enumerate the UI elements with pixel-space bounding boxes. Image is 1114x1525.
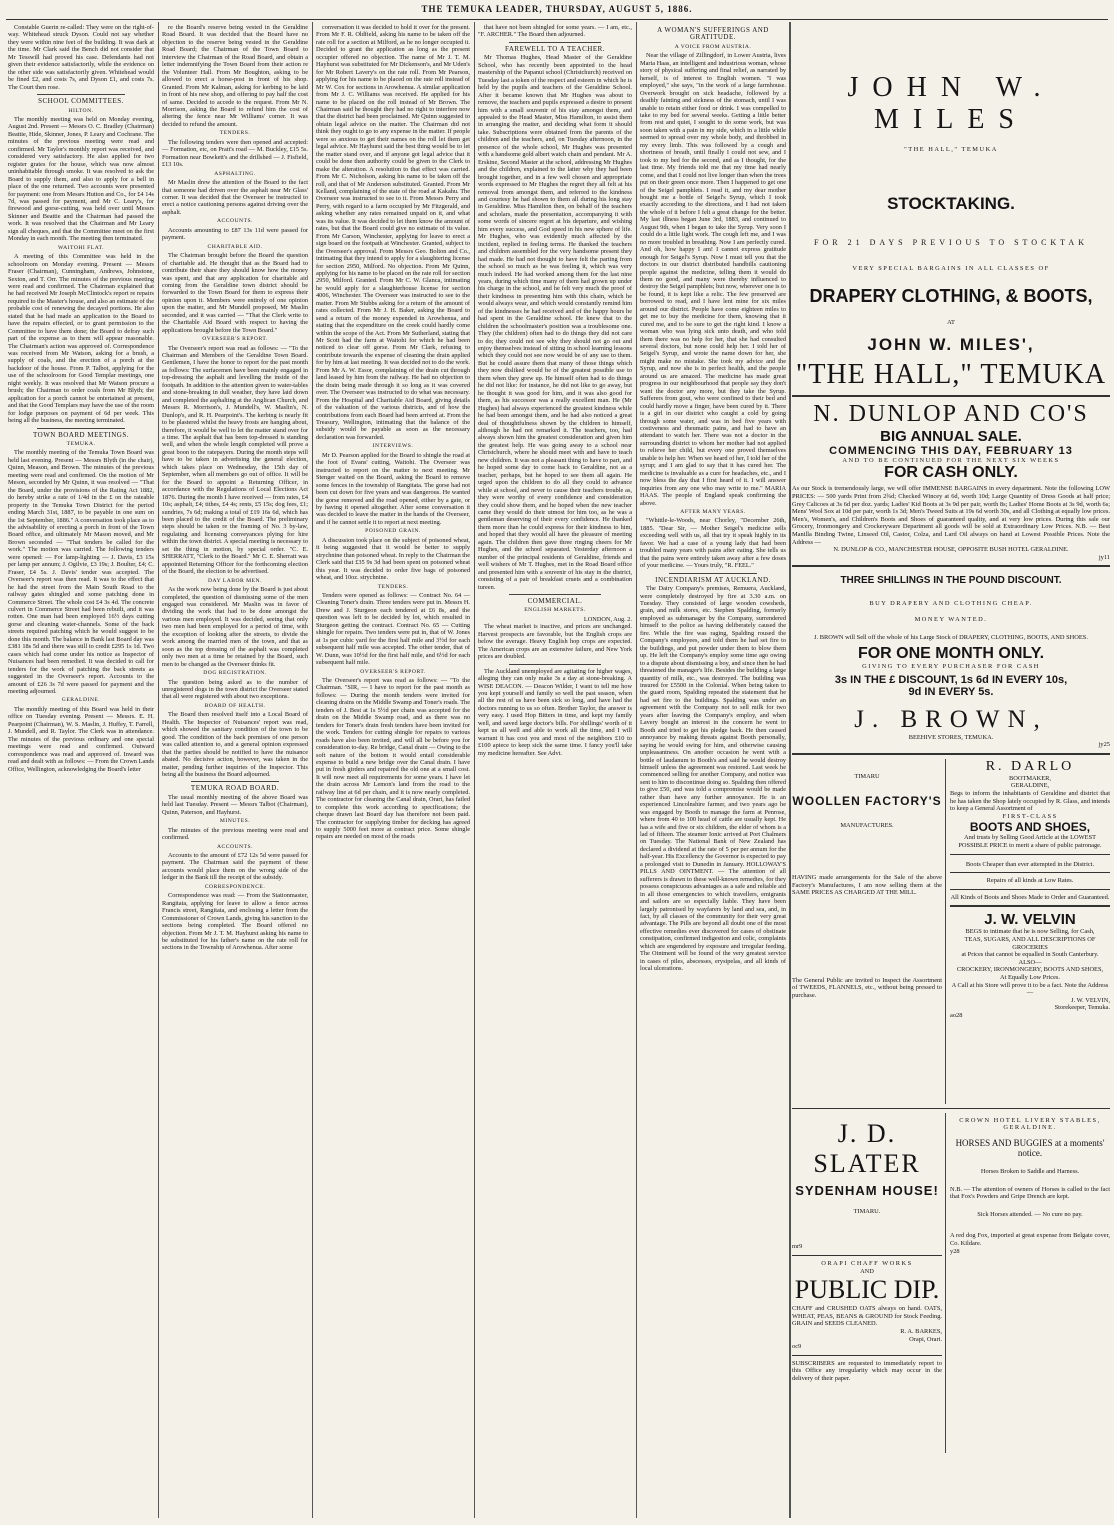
boots-cheaper: Boots Cheaper than ever attempted in the District. xyxy=(965,860,1095,868)
woollen-body: HAVING made arrangements for the Sale of the above Factory's Manufactures, I am now selling them at the SAME PRICES AS CHARGED AT THE MILL. xyxy=(792,874,942,897)
ad-divider xyxy=(792,395,1110,397)
heading-town-board: TOWN BOARD MEETINGS. xyxy=(32,430,129,439)
hilton-report: The monthly meeting was held on Monday evening, August 2nd. Present — Messrs O. C. Bradley (Chairman) Beattie, Hide, Skinner, Jones, P. Leary and Cochrane. The minutes of the previous meeting were read and confirmed. Mr Taylor's monthly report was received, and considered very satisfactory. He also applied for two register grates for the house, which was now almost uninhabitable through smoke. It was resolved to ask the Board to supply them, and also to apply for a bell in place of the one returned. Two accounts were presented for payment: one from Messrs Hutton and Co., for £4 14s 7d, was passed for payment, and Mr C. Leary's, for firewood and gorse-cutting, was held over until Messrs Skinner and Beattie and the Chairman had passed the work. It was resolved that the Chairman and Mr Leary sign all cheques, and that the Committee meet on the first Monday in each month. The meeting then terminated. xyxy=(8,115,154,243)
brown-name: J. BROWN, xyxy=(854,705,1048,733)
continued: AND TO BE CONTINUED FOR THE NEXT SIX WEEKS xyxy=(842,456,1060,464)
masthead-rule xyxy=(6,19,1108,20)
velvin-signature: J. W. VELVIN, xyxy=(1071,996,1110,1004)
minutes-text: The minutes of the previous meeting were read and confirmed. xyxy=(162,826,308,842)
divider xyxy=(509,42,601,43)
column-1 xyxy=(8,24,154,1518)
public-dip: PUBLIC DIP. xyxy=(794,1275,940,1305)
giving: GIVING TO EVERY PURCHASER FOR CASH xyxy=(862,663,1040,671)
barkes-code: oc9 xyxy=(792,1343,802,1351)
heading-asphalting: ASPHALTING. xyxy=(214,170,256,177)
heading-incendiarism: INCENDIARISM AT AUCKLAND. xyxy=(655,575,771,584)
drapery-heading: DRAPERY CLOTHING, & BOOTS, xyxy=(809,286,1093,307)
heading-day-labor: DAY LABOR MEN. xyxy=(208,577,262,584)
tenders-text: Tenders were opened as follows: — Contract No. 64 — Cleaning Toner's drain. Three tenders were put in. Messrs H. Drew and J. Sturgeon each tendered at £6 8s, and the question was left to be decided by lot, which resulted in Sturgeon getting the contract. Contract No. 65 — Cutting shingle for repairs. Two tenders were put in, that of W. Jones at 1s per cubic yard for the first half mile and 3½d for each subsequent half mile was accepted. The other tender, that of W. Dunn, was 10½d for the first half mile, and 6½d for each subsequent half mile. xyxy=(316,591,470,667)
divider xyxy=(37,94,125,95)
column-3 xyxy=(316,24,470,1518)
interviews-text: Mr D. Pearson applied for the Board to shingle the road at the foot of Evans' cutting, Waitohi. The Overseer was instructed to report on the matter to next meeting. Mr Stenger waited on the Board, asking the Board to remove some fences in the township of Rangitata. The gorse had not been cut down for five years and was dangerous. He wanted the gorse removed and the road opened, either by a gate, or by having it opened altogether. After some conversation it was decided to leave the matter in the hands of the Overseer, and if he cannot settle it to report at next meeting. xyxy=(316,451,470,526)
public-invited: The General Public are invited to Inspect the Assortment of TWEEDS, FLANNELS, etc., without being pressed to purchase. xyxy=(792,976,942,1000)
heading-tenders: TENDERS. xyxy=(219,130,251,137)
buy-drapery: BUY DRAPERY AND CLOTHING CHEAP. xyxy=(869,600,1033,608)
heading-accounts: ACCOUNTS. xyxy=(216,218,254,225)
ad-divider xyxy=(792,565,1110,567)
ad-divider xyxy=(950,854,1110,855)
slater-code: mr9 xyxy=(792,1243,803,1251)
heading-interviews: INTERVIEWS. xyxy=(372,443,414,450)
temuka-report: The monthly meeting of the Temuka Town Board was held last evening. Present — Messrs Blyth (in the chair), Quinn, Meason, and Brown. The minutes of the previous meeting were read and confirmed. On the motion of Mr Meson, seconded by Mr Quinn, it was resolved — "That the Board, under the provisions of the Rating Act 1882, do hereby strike a rate of 1/4d in the £ on the rateable property in the Temuka Town District for the period ending March 31st, 1887, to be payable in one sum on the 1st September, 1886." A conversation took place as to the advisability of erecting a porch in front of the Town Board office, and ultimately Mr Mason moved, and Mr Brown seconded — "That tenders be called for the work." The motion was carried. The following tenders were opened: — For lamp-lighting — J. Davis, £3 15s per lamp per annum; J. Ogilvie, £3 19s; J. Boulter, £4; C. Fraser, £4 5s. J. Davis' tender was accepted. The Overseer's report was then read. It was to the effect that he had the street from the Main South Road to the railway gates shingled and some patching done in Commerce Street. The whole cost £4 3s 4d. The concrete culvert in Commerce Street had been rebuilt, and it was rotten. One man had been employed 16½ days cutting gorse and cleaning water-channels. Some of the back streets required patching which he would suggest to be done this month. The balance in Bank last Board day was £381 18s 5d and there was still to credit £295 1s 1d. Two cases which had come under his notice as Inspector of Nuisances had been remedied. It was decided to call for tenders for the work of patching the back streets as suggested in the Overseer's report. Accounts to the amount of £26 3s 7d were passed for payment and the meeting adjourned. xyxy=(8,449,154,695)
geraldine-report-cont: re the Board's reserve being vested in the Geraldine Road Board. It was decided that the Board have no objection to the reserve being vested in the Geraldine Road Board; the Chairman of the Town Board to interview the Chairman of the Road Board, and obtain a letter indemnifying the Town Board from their action re the Volunteer Hall. From Mr Boughton, asking to be allowed to erect a horse-post in front of his shop. Granted. From Mr Kalman, asking for kerbing to be laid in front of his new shop, and offering to pay half the cost of same. Decided to accede to the request. From Mr N. Morrison, asking the Board to refund him the cost of altering the fence near Mr Williams' corner. It was decided to refund the amount. xyxy=(162,24,308,128)
heading-temuka: TEMUKA. xyxy=(66,441,96,448)
heading-poisoned-grain: POISONED GRAIN. xyxy=(365,528,421,535)
horses-nb: N.B. — The attention of owners of Horses is called to the fact that Fox's Powders and Gripe Drench are kept. xyxy=(950,1185,1110,1201)
crown-hotel: CROWN HOTEL LIVERY STABLES, GERALDINE. xyxy=(959,1116,1101,1132)
seigel-testimonial: Near the village of Zillingdorf, in Lower Austria, lives Maria Haas, an intelligent and industrious woman, whose story of physical suffering and final relief, as narrated by herself, is of interest to English women. "I was employed," she says, "in the work of a large farmhouse. Overwork brought on sick headache, followed by a deathly fainting and sickness of the stomach, until I was unable to retain either food or drink. I was compelled to take to my bed for several weeks. Getting a little better from rest and quiet, I sought to do some work, but was soon taken with a pain in my side, which in a little while seemed to spread over my whole body, and throbbed in my every limb. This was followed by a cough and shortness of breath, until finally I could not sew, and I took to my bed for the second, and as I thought, for the last time. My friends told me that my time had nearly come, and that I could not live longer than when the trees put on their green once more. Then I happened to get one of the Seigel pamphlets. I read it, and my dear mother bought me a bottle of Seigel's Syrup, which I took exactly according to the directions, and I had not taken the whole of it before I felt a great change for the better. My last illness began June 3rd, 1883, and continued to August 9th, when I began to take the Syrup. Very soon I could do a little light work. The cough left me, and I was no more troubled in breathing. Now I am perfectly cured. And oh, how happy I am! I cannot express gratitude enough for Seigel's Syrup. Now I must tell you that the doctors in our district distributed handbills cautioning people against the medicine, telling them it would do them no good, and many were thereby influenced to destroy the Seigel pamphlets; but now, wherever one is to be found, it is kept like a relic. The few preserved are borrowed to read, and I have lent mine for six miles around our district. People have come eighteen miles to get me to buy the medicine for them, knowing that it cured me, and to be sure to get the right kind. I know a woman who was lying sick unto death, and who told them there was no help for her, that she had consulted several doctors, but none could help her. I told her of Seigel's Syrup, and wrote the name down for her, she might make no mistake. She took my advice and the Syrup, and now she is in perfect health, and the people around us are amazed. The medicine has made great progress in our neighbourhood that people say they don't want the doctor any more, but they take the Syrup. Sufferers from gout, who were confined to their bed and could hardly move a finger, have been cured by it. There is a girl in our district who caught a cold by going through some water, and was in bed five years with costiveness and rheumatic pains, and had to have an attendant to watch her. There was not a doctor in the surrounding district to whom her mother had not applied to relieve her child, but every one proved themselves unable to help her. When we heard of her, I told her of the syrup; and I am glad to say that it has cured her. The medicine is invaluable as a cure for headaches, etc., and I now bless the day that I first heard of it. I will answer inquiries from any one who may write to me." MARIA HAAS. The people of England speak confirming the above. xyxy=(640,52,786,507)
barkes-orari: Orapi, Orari. xyxy=(909,1335,942,1343)
column-rule xyxy=(789,22,791,1518)
boots-and-shoes: BOOTS AND SHOES, xyxy=(969,820,1091,835)
horses-buggies: HORSES AND BUGGIES at a moments' notice. xyxy=(955,1138,1105,1159)
correspondence-text: Correspondence was read: — From the Stationmaster, Rangitata, applying for leave to allow a fence across Francis street, Rangitata, and enclosing a letter from the Commissioner of Crown Lands, giving his sanction to the sections being completed. The Board offered no objection. From Mr J. T. M. Hayhurst asking his name to be substituted for his father's name on the rate roll for sections in the Township of Arowhenua. After some xyxy=(162,892,308,952)
heading-accounts: ACCOUNTS. xyxy=(216,843,254,850)
heading-correspondence: CORRESPONDENCE. xyxy=(204,883,266,890)
accounts-text: Accounts amounting to £87 13s 11d were passed for payment. xyxy=(162,226,308,242)
column-2 xyxy=(162,24,308,1518)
masthead: THE TEMUKA LEADER, THURSDAY, AUGUST 5, 1886. xyxy=(421,4,693,14)
ad-darlo xyxy=(950,759,1110,1104)
three-shillings: THREE SHILLINGS IN THE POUND DISCOUNT. xyxy=(840,575,1062,587)
after-many-years-text: "Whittle-le-Woods, near Chorley, "December 26th, 1885. "Dear Sir, — Mother Seigel's medicine sells exceeding well with us, all that try it speak highly in its favor. We had a case of a young lady that had been troubled many years with pains after eating. She tells us that the pains were entirely taken away after a few doses of your medicine. — Yours truly, "R. FEEL." xyxy=(640,517,786,570)
barkes-name: R. A. BARKES, xyxy=(900,1328,942,1336)
ad-crown-hotel xyxy=(950,1113,1110,1453)
heading-hilton: HILTON. xyxy=(68,107,94,114)
darlo-name: R. DARLO xyxy=(985,758,1075,774)
ad-divider xyxy=(792,1255,942,1256)
misc-paragraphs: The Auckland unemployed are agitating for higher wages, alleging they can only make 3s a day at stone-breaking. A WISE DEACON. — Deacon Wilder, I want to tell me how you kept yourself and family so well the past season, when all the rest of us have been sick so long, and have had the doctors running to us so often. Brother Taylor, the answer is very easy. I used Hop Bitters in time, and kept my family well, and saved large doctor's bills. For shillings' worth of it kept us all well and able to work all the time, and I will warrant it has cost you and most of the neighbors £10 to £100 apiece to keep sick the same time. I fancy you'll take my medicine hereafter. See Advt. xyxy=(478,667,632,757)
ad-woollen-factory xyxy=(792,759,942,1104)
heading-waitohi: WAITOHI FLAT. xyxy=(57,244,105,251)
heading-dog-registration: DOG REGISTRATION. xyxy=(203,670,267,677)
markets-dateline: LONDON, Aug. 2. xyxy=(583,615,632,623)
velvin-code: ao28 xyxy=(950,1011,963,1019)
velvin-body: BEGS to intimate that he is now Selling, for Cash, xyxy=(965,928,1095,936)
horses-broken: Horses Broken to Saddle and Harness. xyxy=(980,1168,1080,1176)
at-label: AT xyxy=(947,319,955,327)
column-5 xyxy=(640,24,786,1518)
heading-overseers-report: OVERSEER'S REPORT. xyxy=(360,668,426,675)
prices-cannot: at Prices that cannot be equalled in South Canterbury. xyxy=(961,951,1099,959)
velvin-name: J. W. VELVIN xyxy=(984,911,1076,929)
column-rule xyxy=(158,22,159,1518)
dunlop-body: As our Stock is tremendously large, we will offer IMMENSE BARGAINS in every department. Note the following LOW PRICES: — 500 yards Print from 2¾d; Checked Wincey at 6d, worth 10d; Large Quantity of Dress Goods at half price; Grey Calicoes at 3s 6d per doz. yards; Ladies' Kid Boots at 3s 9d per pair, worth 8s; Ladies' Home Boots at 3s 9d, worth 6s; Mens' Wool Sox at 10d per pair, worth 1s 3d; Men's Tweed Suits at 19s 6d worth 30s, and all Clothing at equally low prices. Men's, Women's, and Children's Boots and Shoes of guaranteed quality, and at very low prices. During this sale our Grocery, Ironmongery and Crockeryware Department all goods will be sold at Extraordinary Low Prices. N.B. — Best Manilla Binding Twine, Linseed Oil, Castor, Colza, and Lard Oil always on hand at Lowest Possible Prices. Note the Address — xyxy=(792,485,1110,546)
miles-name: JOHN W. MILES xyxy=(847,72,1055,135)
the-hall-temuka: "THE HALL," TEMUKA xyxy=(795,358,1107,390)
one-month-only: FOR ONE MONTH ONLY. xyxy=(857,645,1045,663)
brown-code: jy25 xyxy=(1098,741,1110,749)
red-dog-code: y28 xyxy=(950,1247,960,1255)
incendiarism-text: The Dairy Company's premises, Remuera, Auckland, were completely destroyed by fire at 3.30 a.m. on Tuesday. They consisted of large wooden cowsheds, grain, and milk stores, etc. Stephen Spalding, formerly employed as submanager by the Company, surrendered himself to the police as having deliberately caused the fire. While the fire was raging, Spalding roused the Company's employees, and told them he had set fire to the buildings, and put powder under them to blow them up. He left the Company's employ some time ago owing to a dispute about dismissing a boy, and since then he had threatened the manager's life. Besides the building a large quantity of milk, etc., was destroyed. The building was insured for £5500 in the Colonial. When being taken to the guard room, Spalding repeated the statement that he had set fire to the buildings. Spalding was under an agreement with the Company not to sell milk for two years after leaving the Company's employ, and when Lavery bought an interest in the concern he went to Booth and tried to get his pledge back. He then caused annoyance by making threats against Booth personally, saying he would swing for him, and otherwise causing unpleasantness. On another occasion he went with a bottle of laudanum to Booth's and said he would destroy himself unless the agreement was restored. Last week he commenced selling for another Company, and notice was sent to him to discontinue doing so. Spalding then offered to give £50, and was told a compromise would be made rather than have any further annoyance. He is an experienced Lincolnshire farmer, and two years ago he was engaged by Booth to manage the farm at Penrose, where from 40 to 100 head of cattle are usually kept. He has a wife and five or six children, the elder of whom is a lad of fifteen. The steamer Ionic arrived at Port Chalmers on Tuesday. The National Bank of New Zealand has declared a dividend at the rate of 5 per per annum for the half-year. His Excellency the Governor is expected to pay a prolonged visit to Dunedin in January. HOLLOWAY'S PILLS AND OINTMENT. — The attention of all sufferers is drawn to these well-known remedies, for they possess conspicuous advantages as a safe and reliable aid in all those emergencies to which travellers, emigrants and sailors are so especially liable. They have been largely patronised by wayfarers by land and sea, and, in fact, by all classes of the community for their very great advantage. The Pills are beyond all doubt one of the most effective remedies ever discovered for cases of obstinate constipation, confirmed indigestion and colic, complaints which are engendered by exposure and irregular feeding. The Ointment will be found of the very greatest service in cases of piles, abscesses, erysipelas, and all kinds of local ulcerations. xyxy=(640,585,786,973)
divider xyxy=(509,664,601,665)
heading-voice-from-austria: A VOICE FROM AUSTRIA. xyxy=(674,43,752,50)
heading-charitable-aid: CHARITABLE AID. xyxy=(207,243,263,250)
heading-after-many-years: AFTER MANY YEARS. xyxy=(680,509,746,515)
heading-minutes: MINUTES. xyxy=(219,818,251,825)
sick-horses: Sick Horses attended. — No cure no pay. xyxy=(977,1210,1083,1218)
ad-divider xyxy=(950,872,1110,873)
money-wanted: MONEY WANTED. xyxy=(914,615,988,623)
divider xyxy=(509,594,601,595)
farewell-text: Mr Thomas Hughes, Head Master of the Geraldine School, who has recently been appointed to the head mastership of the Papanui school (Christchurch) received on Tuesday last a token of the respect and esteem in which he is held by the pupils and teachers of the Geraldine School. After it became known that Mr Hughes was about to remove, the teachers and pupils expressed a desire to present him with a small souvenir of his stay amongst them, and appealed to the Head Master, Miss Hamilton, to assist them in arranging the matter, and deciding what form it should take. Subscriptions were obtained from the parents of the children and the teachers, and, on Tuesday afternoon, in the presence of the whole school, Mr Hughes was presented with a handsome gold albert watch chain and pendant. Mr A. Erskine, Second Master at the school, addressing Mr Hughes and the children, explained to the latter why they had been brought together, and in a few well chosen and appropriate words expressed to Mr Hughes the regret they all felt at his removal from amongst them, and referred to the kindness and courtesy he had shown to them all during his long stay in Geraldine. Miss Hamilton then, on behalf of the teachers and scholars, made the presentation, accompanying it with some words of sincere regret at his departure, and wishing him every success, and God speed in his new sphere of life. Mr Hughes, who was evidently much affected by the incident, replied in feeling terms. He thanked the teachers and children assembled for the very handsome present they had made. He had not thought to have felt the parting from the school so much as he was feeling it, which was very much indeed. He had worked among them for the last nine years, during which time many of them had grown up under his charge in the school, and he felt very much the proof of their kindness in presenting him with this chain, which he would always wear, and which would constantly remind him of the kindnesses he had received and of the happy hours he had spent in the Geraldine school. He knew that to the children the schoolmaster's position was a troublesome one. They (the children) often had to do things they did not care to do; they could not see why they should not go out and enjoy themselves instead of sitting in school learning lessons which they could not see now would be of any use to them. But he could assure them that many of those things which they now disliked would be of the greatest possible use to them when they grew up. He himself often had to do things he did not like: for instance, he did not like to go away, but he thought it was good for him, and it was also good for them, as his successor was a really excellent man. He (Mr Hughes) had always experienced the greatest kindness while he had been amongst them, and he had also noticed a great deal of thoughtfulness shown by the children to himself, although he had not remarked it. The teachers, too, had always shown him the greatest consideration and given him the greatest help. He was going away to a school near Christchurch, where he should meet with and have to teach new children. It was not a pleasant thing to have to part, and he hoped some day to come back to Geraldine, not as a teacher, perhaps, but he hoped to see them all again. He urged upon the children to do all they could to advance while at school, and never to cause their teachers trouble as, they were worthy of every confidence and consideration they could show them, and he hoped when the new teacher came they would do their utmost for him too, as he was a gentleman deserving of their every confidence. He thanked them more than he could express for their kindness to him, and hoped that they would all have the pleasure of meeting again. The children then gave three ringing cheers for Mr Hughes, and the school separated. Yesterday afternoon a number of the principal residents of Geraldine, friends and well wishers of Mr T. Hughes, met in the Road Board office and presented him with a souvenir of his stay in the district, consisting of a pair of breakfast cruets and a combination tureen. xyxy=(478,54,632,591)
heading-tenders: TENDERS. xyxy=(377,583,409,590)
road-board-cont: conversation it was decided to hold it over for the present. From Mr F. R. Oldfield, asking his name to be taken off the rate roll for a section at Milford, as he no longer occupied it. Decided to grant the application as long as the present occupier offered no objection. The name of Mr J. T. M. Hayhurst was substituted for Mr Dickenson's, and Mr Uden's for Mr Robert Lavery's on the rate roll. From Mr Pearson, applying for his name to be placed on the rate roll instead of Mr W. Cox for sections in Arowhenua. A similar application from Mr J. C. Williams was received. He applied for his name to be placed on the roll instead of Mr Brown. The Chairman said he thought they had no right to interfere now that the district had been proclaimed. Mr Quinn suggested to obtain legal advice on the matter. The Chairman did not think they ought to go to any expense in the matter. If people were so anxious to get their names on the roll let them get legal advice. Mr Hayhurst said the best thing would be to let the matter stand over, and if anyone got legal advice that it could be done then authority could be given to the Clerk to make the alteration. A resolution to that effect was carried. From Mr C. Nicholson, asking his name to be taken off the roll, and that of Mr Anderson substituted. Granted. From Mr Kelland, complaining of the state of the road at Kakahu. The Overseer was instructed to see to it. From Messrs Perry and Perry, with regard to a farm occupied by Mr Fitzgerald, and asking whether any rates remained unpaid on it, and what was its value. It was decided to let them know the amount of rates, but that the Board could give no estimate of its value. From Mr Carson, Winchester, applying for leave to erect a sign board on the footpath at Winchester. Granted, subject to the Overseer's approval. From Messrs Geo. Bolton and Co., intimating that they intend to apply for a slaughtering license for section 2950, Milford. No objection. From Mr Quinn, applying for his name to be placed on the rate roll for section 2950, Milford. Granted. From Mr C. W. Glanca, intimating he would apply for a slaughterhouse license for section 4006, Winchester. The Overseer was instructed to see to the matter. From Mr Stubbs asking for a return of the amount of rates collected. From Mr J. H. Baker, asking the Board to send a return of the money expended in Arowhenua, and stating that the expenditure on the creek could hardly come within the scope of the Act. From Mr Sutherland, stating that Mr Scott had the farm at Waitohi for which he had been noticed to clear off gorse. From Mr Clark, refusing to contribute towards the expense of cleaning the drain applied for by him at last meeting. It was decided not to do the work. From Mr A. W. Essor, complaining of the drain cut through land leased by him from the railway. He had no objection to the drain being made through it so long as it was covered over. The Overseer was instructed to do what was necessary. From the Hospital and Charitable Aid Board, giving details of the valuation of the various districts, and of how the contributions from each Board had been arrived at. From the Treasury, Wellington, intimating that the balance of the subsidy would be payable as soon as the necessary declaration was forwarded. xyxy=(316,24,470,441)
heading-english-markets: ENGLISH MARKETS. xyxy=(524,607,586,614)
tenders-text: The following tenders were then opened and accepted: — Formation, etc, on Pratt's road — M. Buckley, £15 5s. Formation near Bowkett's and the drillshed — J. Fisfield, £13 10s. xyxy=(162,138,308,169)
miles-name-2: JOHN W. MILES', xyxy=(867,334,1035,354)
overseers-report-end: that have not been shingled for some years. — I am, etc., "F. ARCHER." The Board then adjourned. xyxy=(478,24,632,39)
divider xyxy=(191,781,279,782)
subscribers-notice: SUBSCRIBERS are requested to immediately report to this Office any irregularity which may occur in the delivery of their paper. xyxy=(792,1359,942,1382)
darlo-geraldine: GERALDINE, xyxy=(1010,782,1050,790)
for-cash-only: FOR CASH ONLY. xyxy=(884,464,1018,482)
and-label: AND xyxy=(860,1267,874,1275)
road-board-text: The usual monthly meeting of the above Board was held last Tuesday. Present — Messrs Talbot (Chairman), Quinn, Paterson, and Hayhurst. xyxy=(162,793,308,816)
woollen-timaru: TIMARU xyxy=(854,772,880,780)
ad-john-w-miles xyxy=(792,72,1110,391)
manufactures: MANUFACTURES. xyxy=(840,822,894,830)
column-4 xyxy=(478,24,632,1518)
brown-body: J. BROWN will Sell off the whole of his Large Stock of DRAPERY, CLOTHING, BOOTS, AND SHOES. xyxy=(814,633,1088,641)
divider xyxy=(37,428,125,429)
slater-name: J. D. SLATER xyxy=(813,1118,921,1178)
geraldine-report: The monthly meeting of this Board was held in their office on Tuesday evening. Present — Messrs. E. H. Pearpoint (Chairman), W. S. Maslin, J. Huffey, T. Farrell, J. Mundell, and R. Taylor. The Clerk was in attendance. The minutes of the previous ordinary and one special meetings were read and confirmed. Outward correspondence was read and approved of. Inward was read and dealt with as follows: — From the Crown Lands Office, Wellington, acknowledging the Board's letter xyxy=(8,705,154,773)
dunlop-code: jy11 xyxy=(1098,553,1110,561)
crockery: CROCKERY, IRONMONGERY, BOOTS AND SHOES, xyxy=(956,966,1104,974)
charitable-aid-text: The Chairman brought before the Board the question of charitable aid. He thought that as the Board had to contribute their share they should know how the money was spent, and that any application for charitable aid coming from the Geraldine town district should be forwarded to the Town Board for them to express their opinion upon it. Members were entirely of one opinion upon the matter, and Mr Mundell proposed, Mr Maslin seconded, and it was carried — "That the Clerk write to the Charitable Aid Board with respect to having the applications brought before the Town Board." xyxy=(162,252,308,334)
ad-slater xyxy=(792,1113,942,1453)
day-labor-text: As the work now being done by the Board is just about completed, the question of dismissing some of the men engaged was considered. Mr Maslin was in favor of dividing the work that had to be done amongst the various men employed. It was decided, seeing that only two men had been employed for a period of time, with the exception of looking after the streets, to divide the work among the married men of the town, and that as soon as the top dressing of the asphalt was completed only two men at a time be retained by the Board, such men to be changed as the Overseer thinks fit. xyxy=(162,586,308,668)
column-rule xyxy=(636,22,637,1518)
ninepence-line: 9d IN EVERY 5s. xyxy=(908,685,994,698)
ad-vertical-rule xyxy=(945,759,946,1104)
all-kinds: All Kinds of Boots and Shoes Made to Order and Guaranteed. xyxy=(950,893,1110,901)
miles-hall: "THE HALL," TEMUKA xyxy=(904,146,998,153)
red-dog-fox: A red dog Fox, imported at great expense from Belgate cover, Co. Kildare. xyxy=(950,1232,1110,1248)
repairs: Repairs of all kinds at Low Rates. xyxy=(986,877,1074,885)
court-report-end: Constable Guerin re-called: They were on the right-of-way. Whitehead struck Dyson. Could not say whether they were within nine feet of the building. It was dark at the time. Mr Clark said the Bench did not consider that Mr Tesswill had proved his case. Defendants had not given their evidence satisfactorily, while the evidence on the other side was satisfactorily given. Whitehead would be fined £2, and costs 7s, and Dyson £1, and costs 7s. The Court then rose. xyxy=(8,24,154,91)
darlo-body-2: And trusts by Selling Good Article at the LOWEST POSSIBLE PRICE to merit a share of public patronage. xyxy=(958,834,1102,850)
dunlop-name: N. DUNLOP AND CO'S xyxy=(813,400,1089,427)
big-annual-sale: BIG ANNUAL SALE. xyxy=(880,427,1022,445)
ad-divider xyxy=(950,905,1110,907)
asphalting-text: Mr Maslin drew the attention of the Board to the fact that someone had driven over the asphalt near Mr Glass' corner. It was decided that the Overseer be instructed to erect a notice cautioning persons against driving over the asphalt. xyxy=(162,179,308,216)
ad-divider xyxy=(792,753,1110,755)
beehive-stores: BEEHIVE STORES, TEMUKA. xyxy=(908,733,994,741)
heading-farewell: FAREWELL TO A TEACHER. xyxy=(504,44,606,53)
sydenham-house: SYDENHAM HOUSE! xyxy=(795,1182,939,1198)
board-of-health-text: The Board then resolved itself into a Local Board of Health. The Inspector of Nuisances' report was read, which showed the sanitary condition of the town to be good. The condition of the back premises of one person was called attention to, and a general opinion expressed that the parties should be notified to have the nuisance abated. No decisive action, however, was taken in the matter, pending further inquiries of the Inspector. This being all the business the Board adjourned. xyxy=(162,711,308,778)
chaff-body: CHAFF and CRUSHED OATS always on hand. OATS, WHEAT, PEAS, BEANS & GROUND for Stock Feeding. GRAIN and SEEDS CLEANED. xyxy=(792,1305,942,1328)
heading-overseers-report: OVERSEER'S REPORT. xyxy=(202,336,268,343)
accounts-text: Accounts to the amount of £72 12s 5d were passed for payment. The Chairman said the payment of these accounts would place them on the wrong side of the ledger in the Bank till the receipt of the subsidy. xyxy=(162,852,308,882)
heading-commercial: COMMERCIAL. xyxy=(527,596,583,605)
teas-sugars: TEAS, SUGARS, AND ALL DESCRIPTIONS OF GROCERIES xyxy=(964,936,1096,951)
waitohi-report: A meeting of this Committee was held in the schoolroom on Monday evening. Present — Messrs Fraser (Chairman), Cunningham, Andrews, Johnstone, Sexton, and T. Orr. The minutes of the previous meeting were read and confirmed. The Chairman explained that he had received Mr Joseph McClintock's report re repairs required to the Master's house, and also an estimate of the probable cost of renewing the decayed portions. He also stated that he had made an application to the Board to have the repairs effected, or to grant permission to the Committee to have them done; the Board to defray such part of the expense as to them will appear reasonable. The Chairman's action was approved of. Correspondence was received from Mr Watson, asking for a brush, a supply of coals, and the erection of a porch at the backdoor of the house. From P. Talbot, applying for the use of the schoolroom for Good Templar meetings, one night weekly. It was resolved that Mr Watson procure a brush; the Chairman to order coals from Mr Blyth; the application for a porch cannot be entertained at present, and that the Good Templars may have the use of the room for lodge purposes on payment of 6d per week. This being all the business, the meeting terminated. xyxy=(8,253,154,425)
ad-divider xyxy=(792,1355,942,1356)
equally-low: At Equally Low Prices. xyxy=(1000,973,1060,981)
divider xyxy=(669,573,757,574)
overseers-report-text: The Overseer's report was read as follows: — "To the Chairman and Members of the Geraldine Town Board. Gentlemen, I have the honor to report for the past month as follows: The surfacemen have been mainly engaged in top-dressing the asphalt and levelling the inside of the footpath. In addition to the attention given to water-tables and stone-breaking in dull weather, they have laid down and completed the asphalting at the Anglican Church, and Messrs R. Morrison's, J. Mundell's, W. Maslin's, N. Dunlop's, and R. H. Pearpoint's. The kerbing is nearly fit to be plastered whilst the heavy frosts are hanging about, therefore, it would be well to let the matter stand over for a time. The asphalt that has been top-dressed is standing well, and when the whole length completed will prove a great boon to the ratepayers. During the month steps will have to be taken in advertising the general election, which takes place on Wednesday, the 15th day of September, when all members go out of office. It will be for the Board to appoint a Returning Officer, in accordance with the Regulations of Local Elections Act 1876. During the month I have received — from rates, £4 10s; asphalt, £4; tithes, £4 4s; rents, £5 15s; dog fees, £1; sundries, 7s 6d; making a total of £19 16s 6d, which has been placed to the credit of the Board. The preliminary steps should be taken re the framing of No. 3 by-law, regulating and licensing conveyances plying for hire within the town district. A special meeting is necessary to set the thing in motion, by special order. "C. E. SHERRATT, "Clerk to the Board." Mr C. E. Sherratt was appointed Returning Officer for the forthcoming election of the Board, the election to be advertised. xyxy=(162,344,308,576)
commencing: COMMENCING THIS DAY, FEBRUARY 13 xyxy=(829,444,1073,457)
call-store: A Call at his Store will prove it to be a fact. Note the Address — xyxy=(951,981,1109,997)
ad-vertical-rule xyxy=(945,1113,946,1453)
heading-womans-sufferings: A WOMAN'S SUFFERINGS AND GRATITUDE. xyxy=(657,26,769,42)
ad-row-2 xyxy=(792,1113,1110,1453)
dunlop-address: N. DUNLOP & CO., MANCHESTER HOUSE, OPPOSITE BUSH HOTEL GERALDINE. xyxy=(833,546,1069,554)
ad-row-1 xyxy=(792,759,1110,1104)
heading-board-of-health: BOARD OF HEALTH. xyxy=(204,702,266,709)
woollen-factory: WOOLLEN FACTORY'S xyxy=(792,794,942,809)
slater-timaru: TIMARU. xyxy=(853,1207,881,1215)
heading-school-committees: SCHOOL COMMITTEES. xyxy=(38,97,124,106)
dog-registration-text: The question being asked as to the number of unregistered dogs in the town district the Overseer stated that all were registered with about two exceptions. xyxy=(162,678,308,701)
stocktaking-heading: STOCKTAKING. xyxy=(887,193,1015,213)
special-bargains: VERY SPECIAL BARGAINS IN ALL CLASSES OF xyxy=(852,264,1050,272)
overseers-report-text: The Overseer's report was read as follows: — "To the Chairman. "SIR, — I have to report for the past month as follows: — During the month tenders were invited for cleaning drains on the Middle Swamp and Toner's roads. The tenders of J. Best at 1s 5½d per chain was accepted for the drain on the Middle Swamp road, and as there was no tenders for Toner's drain fresh tenders have been invited for the work. Tenders for cutting shingle for repairs to various roads have also been invited, and will all be before you for consideration to-day. Re bridge, Canal drain — Owing to the soft nature of the bottom it would entail considerable expense to build a new bridge over the Canal drain. I have put in fresh girders and repaired the old one at a small cost. It will now meet all requirements for some years. I have let the drain across Mr Lemon's land from the road to the railway line at 6d per chain, and it is now nearly completed. The contractor for cleaning the Canal drain, Orari, has failed to complete this work according to specifications; the cheque drawn last Board day has therefore not been paid. The contractor for supplying timber for decking has agreed to supply 5000 feet more at contract price. Some shingle repairs are needed on most of the roads xyxy=(316,676,470,841)
ad-divider xyxy=(792,1108,1110,1109)
heading-temuka-road-board: TEMUKA ROAD BOARD. xyxy=(190,784,280,793)
ad-dunlop xyxy=(792,401,1110,562)
column-rule xyxy=(312,22,313,1518)
also-label: ALSO— xyxy=(1018,958,1042,966)
ad-divider xyxy=(950,889,1110,890)
for-21-days: FOR 21 DAYS PREVIOUS TO STOCKTAK xyxy=(814,237,1088,247)
markets-text: The wheat market is inactive, and prices are unchanged. Harvest prospects are favorable, but the English crops are below the average. Heavy English hop crops are expected. The American crops are an extensive failure, and New York prices are doubled. xyxy=(478,623,632,661)
column-rule xyxy=(474,22,475,1518)
discount-line: 3s IN THE £ DISCOUNT, 1s 6d IN EVERY 10s, xyxy=(834,673,1068,686)
darlo-body: Begs to inform the inhabitants of Geraldine and district that he has taken the Shop lately occupied by R. Glass, and intends to keep a General Assortment of xyxy=(950,790,1110,813)
darlo-bootmaker: BOOTMAKER, xyxy=(1008,774,1052,782)
advertisements xyxy=(792,24,1110,1518)
heading-geraldine: GERALDINE. xyxy=(61,697,101,704)
orapi-chaff: ORAPI CHAFF WORKS xyxy=(821,1260,913,1268)
first-class: FIRST-CLASS xyxy=(1002,812,1058,820)
velvin-storekeeper: Storekeeper, Temuka. xyxy=(1054,1004,1110,1012)
ad-j-brown xyxy=(792,575,1110,749)
poisoned-grain-text: A discussion took place on the subject of poisoned wheat, it being suggested that it would be better to supply strychnine than poisoned wheat. In reply to the Chairman the Clerk said that £35 9s 3d had been spent on poisoned wheat this year. It was decided to order five bags of poisoned wheat, and 10oz. strychnine. xyxy=(316,536,470,582)
